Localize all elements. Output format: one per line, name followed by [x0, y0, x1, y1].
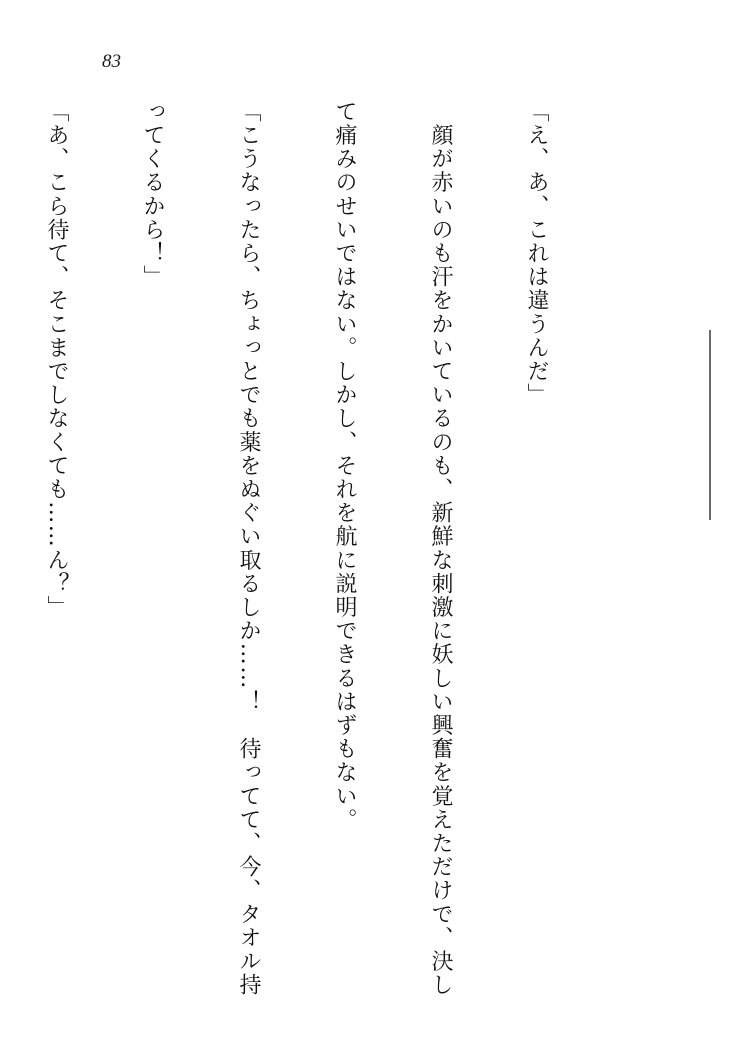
text-line: 顔が赤いのも汗をかいているのも、新鮮な刺激に妖しい興奮を覚えただけで、決し: [428, 100, 453, 997]
page-number: 83: [102, 51, 121, 72]
page-edge-line: [709, 330, 711, 520]
text-line: ってくるから！」: [140, 100, 165, 289]
text-line: 「あ、こら待て、そこまでしなくても……ん？」: [44, 100, 69, 620]
text-line: て痛みのせいではない。しかし、それを航に説明できるはずもない。: [332, 100, 357, 832]
vertical-body-text: [0, 100, 616, 997]
text-line: 「え、あ、これは違うんだ」: [524, 100, 549, 407]
text-line: 「こうなったら、ちょっとでも薬をぬぐい取るしか……！ 待ってて、今、タオル持: [236, 100, 261, 997]
